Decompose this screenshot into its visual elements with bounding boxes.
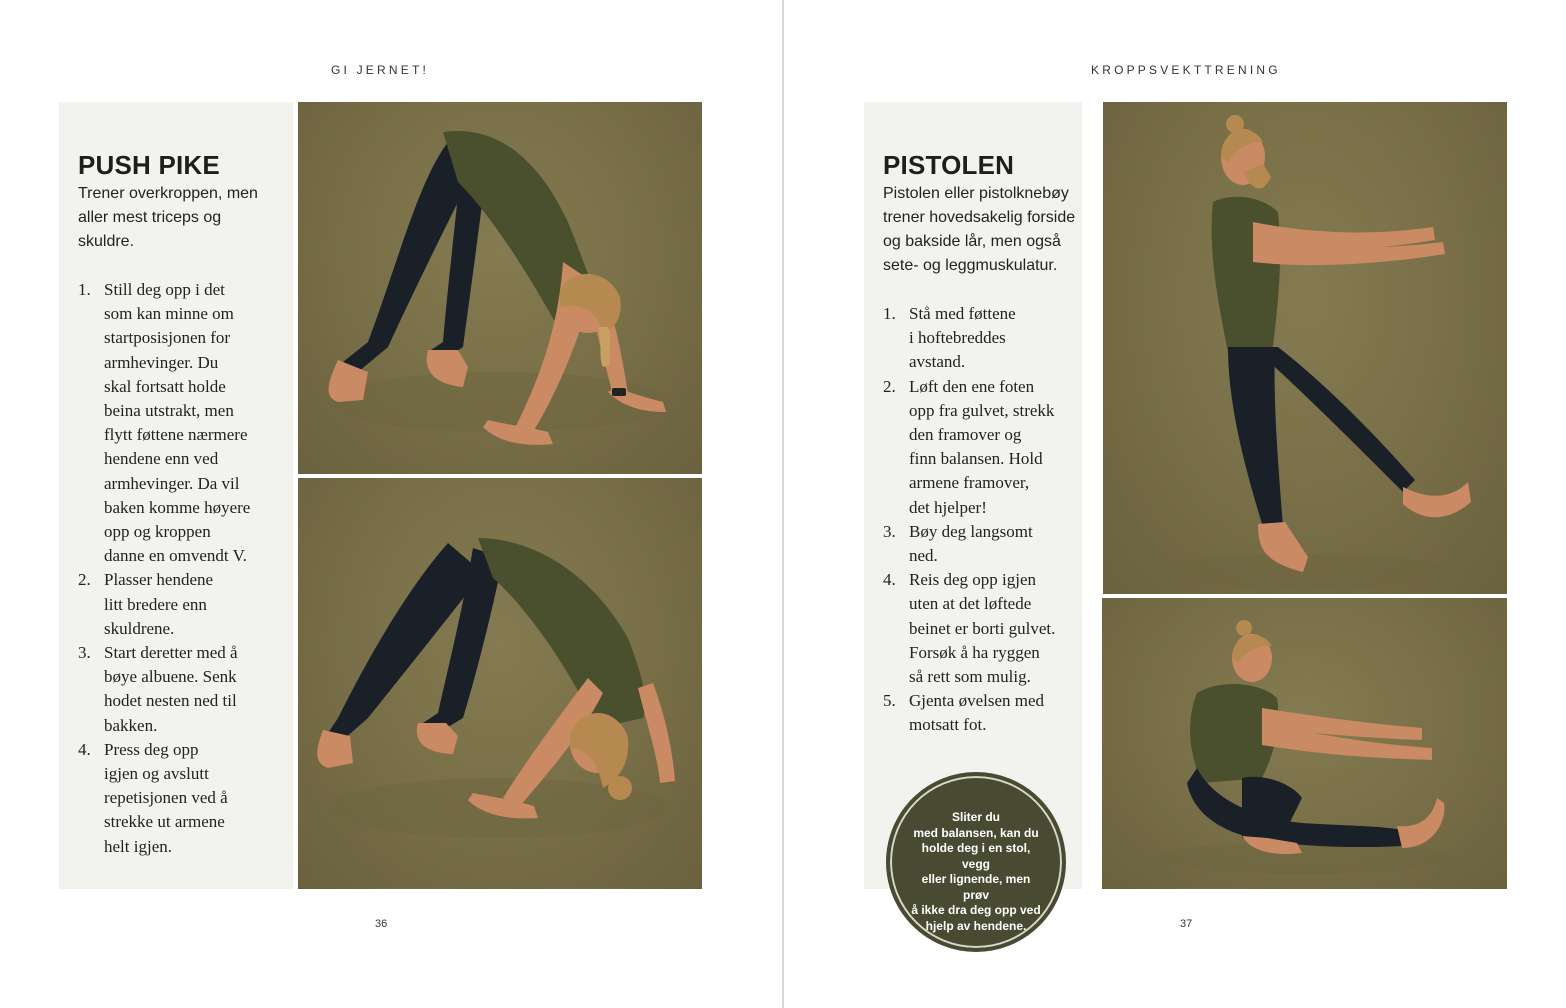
step-item <box>78 738 250 859</box>
step-line: Still deg opp i det <box>104 280 225 299</box>
step-item <box>78 568 250 641</box>
intro-line: Trener overkroppen, men <box>78 185 258 202</box>
step-line: det hjelper! <box>909 497 987 517</box>
step-list <box>883 302 1055 738</box>
step-line: så rett som mulig. <box>909 667 1031 687</box>
tip-line: å ikke dra deg opp ved <box>911 903 1041 917</box>
step-line: helt igjen. <box>104 836 172 856</box>
pistolen-photo-squat <box>1102 598 1507 889</box>
intro-line: og bakside lår, men også <box>883 233 1061 250</box>
tip-line: Sliter du <box>951 810 1000 824</box>
step-number: 2. <box>78 570 91 590</box>
step-line: hendene enn ved <box>104 449 219 469</box>
step-line: Start deretter med å <box>104 643 238 663</box>
exercise-intro <box>883 182 1075 278</box>
step-line: opp og kroppen <box>104 522 211 542</box>
step-line: startposisjonen for <box>104 328 231 348</box>
pistolen-text-panel <box>864 102 1082 889</box>
step-line: som kan minne om <box>104 304 234 324</box>
step-line: bakken. <box>104 715 158 735</box>
step-item <box>883 689 1055 737</box>
step-line: ned. <box>909 546 938 566</box>
intro-line: trener hovedsakelig forside <box>883 209 1076 226</box>
step-line: Reis deg opp igjen <box>909 570 1037 590</box>
step-line: i hoftebreddes <box>909 328 1006 348</box>
pistolen-photo-standing <box>1103 102 1507 594</box>
step-line: den framover og <box>909 425 1022 445</box>
push-pike-bottom-figure <box>298 478 702 889</box>
step-number: 3. <box>883 521 896 541</box>
step-line: armhevinger. Du <box>104 352 219 372</box>
step-line: flytt føttene nærmere <box>104 425 248 445</box>
push-pike-text-panel <box>59 102 293 889</box>
step-list <box>78 278 250 859</box>
tip-line: med balansen, kan du <box>913 825 1039 840</box>
step-line: Forsøk å ha ryggen <box>909 642 1040 662</box>
step-line: Gjenta øvelsen med <box>909 691 1045 711</box>
tip-text <box>908 810 1044 934</box>
tip-badge <box>886 772 1066 952</box>
step-line: motsatt fot. <box>909 715 987 735</box>
tip-line: holde deg i en stol, vegg <box>921 841 1031 871</box>
push-pike-photo-bottom <box>298 478 702 889</box>
step-item <box>78 641 250 738</box>
tip-line: eller lignende, men prøv <box>921 872 1031 902</box>
exercise-title: PISTOLEN <box>883 150 1015 180</box>
step-line: avstand. <box>909 352 966 372</box>
step-line: armene framover, <box>909 473 1030 493</box>
step-line: strekke ut armene <box>104 812 225 832</box>
step-line: beina utstrakt, men <box>104 401 234 421</box>
step-line: litt bredere enn <box>104 594 207 614</box>
intro-line: skuldre. <box>78 233 135 250</box>
push-pike-photo-start <box>298 102 702 474</box>
step-line: danne en omvendt V. <box>104 546 247 566</box>
step-number: 3. <box>78 643 91 663</box>
step-line: uten at det løftede <box>909 594 1032 614</box>
step-number: 2. <box>883 376 896 396</box>
step-item <box>78 278 250 568</box>
pistolen-squat-figure <box>1102 598 1507 889</box>
step-number: 4. <box>883 570 896 590</box>
exercise-intro <box>78 182 258 254</box>
step-line: armhevinger. Da vil <box>104 473 240 493</box>
page-number-right: 37 <box>1180 918 1193 930</box>
step-line: finn balansen. Hold <box>909 449 1043 469</box>
step-line: hodet nesten ned til <box>104 691 237 711</box>
running-head-left: GI JERNET! <box>331 63 430 77</box>
step-item <box>883 568 1055 689</box>
step-number: 1. <box>883 304 896 323</box>
step-item <box>883 520 1055 568</box>
left-page <box>0 0 782 1008</box>
step-line: Press deg opp <box>104 739 199 759</box>
step-item <box>883 302 1055 375</box>
step-line: bøye albuene. Senk <box>104 667 237 687</box>
step-line: beinet er borti gulvet. <box>909 618 1056 638</box>
tip-line: hjelp av hendene. <box>925 918 1027 933</box>
step-line: Løft den ene foten <box>909 376 1035 396</box>
intro-line: Pistolen eller pistolknebøy <box>883 185 1069 202</box>
step-number: 1. <box>78 280 91 299</box>
step-line: skal fortsatt holde <box>104 376 226 396</box>
step-line: igjen og avslutt <box>104 764 209 784</box>
step-line: Bøy deg langsomt <box>909 521 1033 541</box>
exercise-title: PUSH PIKE <box>78 150 220 180</box>
step-number: 4. <box>78 739 91 759</box>
pistolen-standing-figure <box>1103 102 1507 594</box>
push-pike-start-figure <box>298 102 702 474</box>
intro-line: aller mest triceps og <box>78 209 222 226</box>
step-line: opp fra gulvet, strekk <box>909 400 1055 420</box>
page-number-left: 36 <box>375 918 388 930</box>
intro-line: sete- og leggmuskulatur. <box>883 257 1058 274</box>
step-line: repetisjonen ved å <box>104 788 228 808</box>
step-number: 5. <box>883 691 896 711</box>
step-line: Stå med føttene <box>909 304 1016 323</box>
step-line: skuldrene. <box>104 618 175 638</box>
step-line: baken komme høyere <box>104 497 251 517</box>
step-line: Plasser hendene <box>104 570 214 590</box>
running-head-right: KROPPSVEKTTRENING <box>1091 63 1281 77</box>
step-item <box>883 375 1055 520</box>
